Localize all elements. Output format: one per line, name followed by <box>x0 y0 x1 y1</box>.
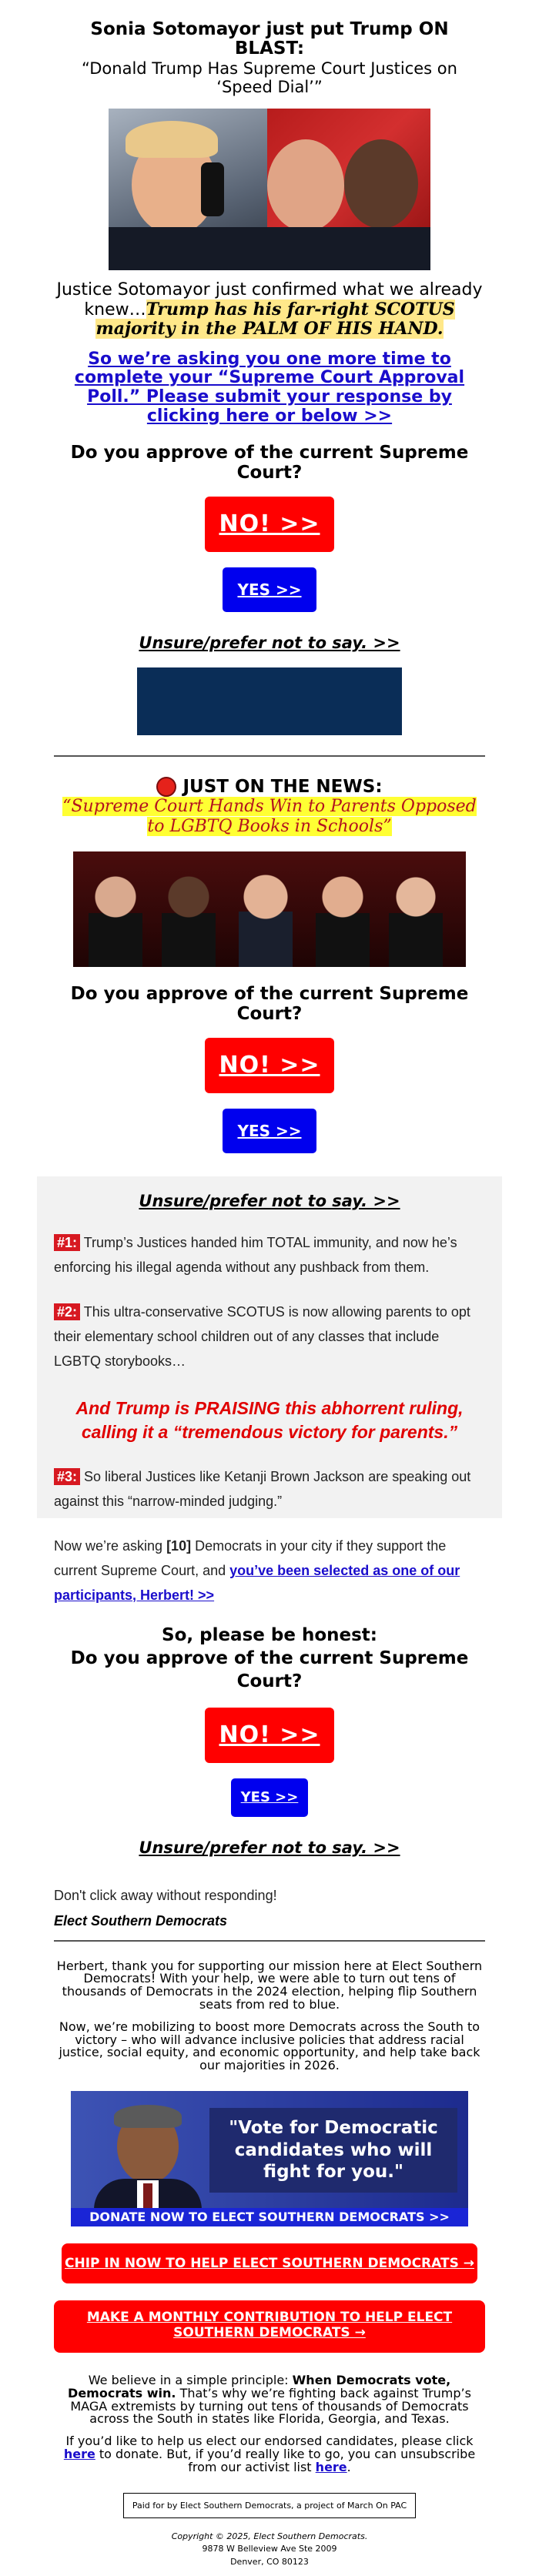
mobilizing-paragraph: Now, we’re mobilizing to boost more Democrats across the South to victory – who will advance inclusive policies that address racial justice, social equity, and economic opportunity, and help take back our majorities in 2026. <box>59 2019 480 2073</box>
news-quote <box>54 797 485 836</box>
banner-donate-bar[interactable]: DONATE NOW TO ELECT SOUTHERN DEMOCRATS >> <box>71 2208 468 2226</box>
copyright: Copyright © 2025, Elect Southern Democrats. <box>171 2531 368 2541</box>
lead-text: Justice Sotomayor just confirmed what we already knew… <box>56 279 483 319</box>
ask-text: Now we’re asking <box>54 1537 167 1554</box>
point-2 <box>54 1300 485 1373</box>
point-badge: #2: <box>54 1303 80 1320</box>
approval-question-2: Do you approve of the current Supreme Court? <box>70 983 469 1024</box>
red-quote: And Trump is PRAISING this abhorrent ruling, calling it a “tremendous victory for parents.” <box>75 1397 464 1442</box>
point-badge: #3: <box>54 1468 80 1485</box>
yes-button-2[interactable]: YES >> <box>223 1109 316 1153</box>
news-quote-text: “Supreme Court Hands Win to Parents Opposed to LGBTQ Books in Schools” <box>62 797 477 836</box>
help-text-2: to donate. But, if you’d really like to go, you can unsubscribe from our activist list <box>95 2446 476 2474</box>
no-button-2[interactable]: NO! >> <box>205 1038 334 1093</box>
principle-paragraph <box>54 2374 485 2426</box>
news-title <box>54 777 485 797</box>
point-text: Trump’s Justices handed him TOTAL immunity, and now he’s enforcing his illegal agenda without any pushback from them. <box>54 1234 457 1275</box>
copyright-block <box>54 2531 485 2576</box>
unsubscribe-link[interactable]: here <box>315 2459 347 2474</box>
point-3 <box>54 1464 485 1514</box>
address-line-2: Denver, CO 80123 <box>230 2556 309 2567</box>
justices-trump-photo[interactable] <box>109 109 430 270</box>
help-text: If you’d like to help us elect our endorsed candidates, please click <box>65 2434 474 2449</box>
principle-text-2: That’s why we’re fighting back against Trump’s MAGA extremists by turning out tens of thousands of Democrats across the South in states like Florida, Georgia, and Texas. <box>70 2385 471 2427</box>
honest-line-1: So, please be honest: <box>162 1624 377 1645</box>
justices-photo[interactable] <box>73 851 466 967</box>
donate-banner[interactable] <box>71 2091 468 2226</box>
lead-highlight: Trump has his far-right SCOTUS majority in the PALM OF HIS HAND. <box>95 299 455 340</box>
unsure-link-3[interactable]: Unsure/prefer not to say. >> <box>139 1838 400 1857</box>
point-badge: #1: <box>54 1234 80 1251</box>
lead-paragraph <box>54 281 485 340</box>
no-button[interactable]: NO! >> <box>205 497 334 552</box>
ask-number: [10] <box>166 1537 192 1554</box>
ask-text-2: Democrats in your city if they support the current Supreme Court, and <box>54 1537 447 1578</box>
navy-banner <box>137 667 402 735</box>
point-text: So liberal Justices like Ketanji Brown Jackson are speaking out against this “narrow-minded judging.” <box>54 1468 471 1509</box>
red-dot-icon <box>156 777 176 797</box>
donate-here-link[interactable]: here <box>63 2446 95 2461</box>
participant-link[interactable]: you’ve been selected as one of our participants, Herbert! >> <box>54 1562 460 1603</box>
banner-quote: "Vote for Democratic candidates who will fight for you." <box>209 2108 457 2193</box>
unsure-link-2[interactable]: Unsure/prefer not to say. >> <box>139 1191 400 1210</box>
honest-line-2: Do you approve of the current Supreme Court? <box>70 1648 469 1691</box>
subheadline: “Donald Trump Has Supreme Court Justices on ‘Speed Dial’” <box>82 59 457 96</box>
sign-org: Elect Southern Democrats <box>54 1912 228 1929</box>
news-title-text: JUST ON THE NEWS: <box>182 777 383 798</box>
approval-question: Do you approve of the current Supreme Court? <box>70 443 469 483</box>
chip-in-button[interactable]: CHIP IN NOW TO HELP ELECT SOUTHERN DEMOCRATS → <box>62 2243 477 2283</box>
honest-heading <box>54 1624 485 1694</box>
sign-line: Don't click away without responding! <box>54 1887 277 1903</box>
poll-link[interactable]: So we’re asking you one more time to complete your “Supreme Court Approval Poll.” Please submit your response by clicking here or below >> <box>74 349 465 426</box>
headline: Sonia Sotomayor just put Trump ON BLAST: <box>90 19 449 59</box>
principle-bold: When Democrats vote, Democrats win. <box>68 2372 451 2400</box>
point-text: This ultra-conservative SCOTUS is now allowing parents to opt their elementary school children out of any classes that include LGBTQ storybooks… <box>54 1303 470 1369</box>
unsure-link[interactable]: Unsure/prefer not to say. >> <box>139 634 400 653</box>
yes-button-3[interactable]: YES >> <box>231 1778 308 1817</box>
divider <box>54 755 485 757</box>
address-line-1: 9878 W Belleview Ave Ste 2009 <box>202 2544 337 2554</box>
footer-divider <box>54 1940 485 1942</box>
help-text-3: . <box>346 2459 351 2474</box>
yes-button[interactable]: YES >> <box>223 567 316 612</box>
info-box <box>37 1176 502 1518</box>
paid-for-box: Paid for by Elect Southern Democrats, a project of March On PAC <box>123 2493 416 2518</box>
thanks-paragraph: Herbert, thank you for supporting our mission here at Elect Southern Democrats! With your help, we were able to turn out tens of thousands of Democrats in the 2024 election, helping flip Southern seats from red to blue. <box>56 1958 483 2012</box>
monthly-contribution-button[interactable]: MAKE A MONTHLY CONTRIBUTION TO HELP ELECT SOUTHERN DEMOCRATS → <box>54 2300 485 2353</box>
point-1 <box>54 1230 485 1280</box>
help-paragraph <box>54 2435 485 2474</box>
no-button-3[interactable]: NO! >> <box>205 1708 334 1763</box>
ask-paragraph <box>54 1534 485 1607</box>
principle-text: We believe in a simple principle: <box>88 2372 293 2387</box>
